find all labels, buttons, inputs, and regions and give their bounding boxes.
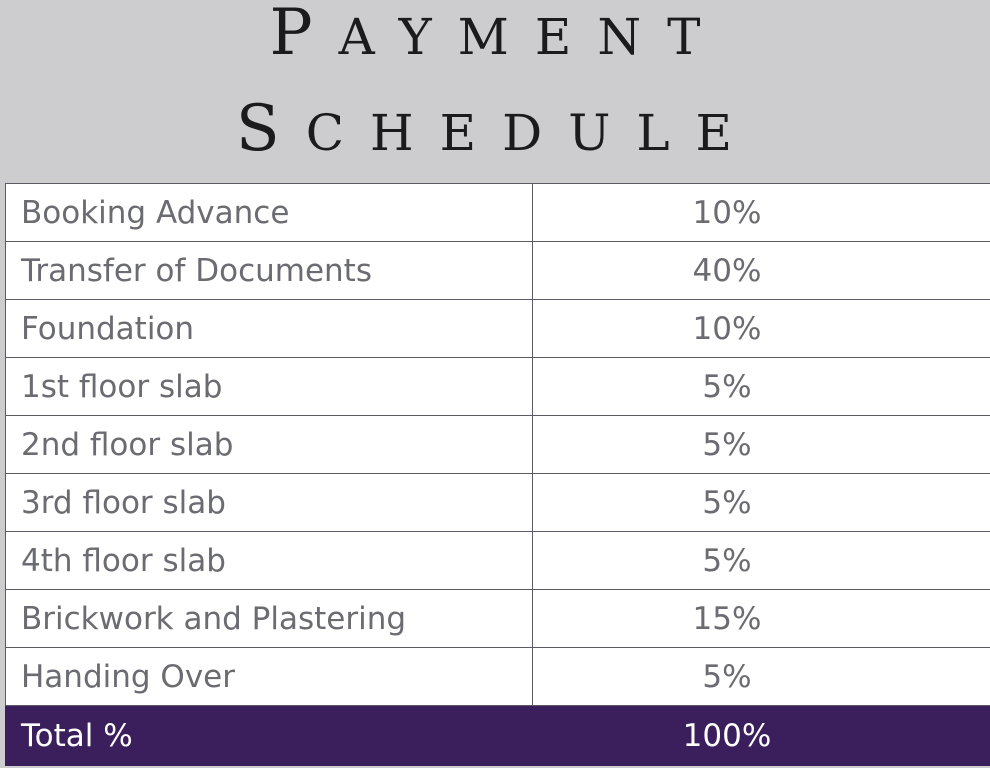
percent-cell: 5% — [533, 648, 990, 706]
stage-cell: 2nd floor slab — [6, 416, 533, 474]
table-row — [6, 474, 990, 532]
stage-cell: Handing Over — [6, 648, 533, 706]
stage-cell: Booking Advance — [6, 184, 533, 242]
title-schedule-rest: CHEDULE — [305, 104, 759, 162]
stage-cell: Transfer of Documents — [6, 242, 533, 300]
table-row — [6, 358, 990, 416]
total-row — [6, 706, 990, 766]
title-line-payment — [0, 0, 990, 70]
percent-cell: 15% — [533, 590, 990, 648]
table-row — [6, 590, 990, 648]
percent-cell: 40% — [533, 242, 990, 300]
stage-cell: 4th floor slab — [6, 532, 533, 590]
percent-cell: 5% — [533, 416, 990, 474]
table-row — [6, 242, 990, 300]
percent-cell: 10% — [533, 184, 990, 242]
stage-cell: 3rd floor slab — [6, 474, 533, 532]
payment-schedule-table-wrap — [5, 183, 990, 766]
table-row — [6, 300, 990, 358]
table-row — [6, 532, 990, 590]
title-payment-rest: AYMENT — [338, 8, 727, 66]
title-payment-initial: P — [269, 0, 339, 70]
stage-cell: Brickwork and Plastering — [6, 590, 533, 648]
percent-cell: 5% — [533, 358, 990, 416]
total-label-cell: Total % — [6, 706, 533, 766]
total-percent-cell: 100% — [533, 706, 990, 766]
table-row — [6, 648, 990, 706]
stage-cell: 1st floor slab — [6, 358, 533, 416]
payment-schedule-table — [5, 183, 990, 766]
title-schedule-initial: S — [235, 92, 306, 166]
stage-cell: Foundation — [6, 300, 533, 358]
table-row — [6, 184, 990, 242]
percent-cell: 5% — [533, 474, 990, 532]
table-row — [6, 416, 990, 474]
title-line-schedule — [0, 92, 990, 166]
percent-cell: 5% — [533, 532, 990, 590]
percent-cell: 10% — [533, 300, 990, 358]
